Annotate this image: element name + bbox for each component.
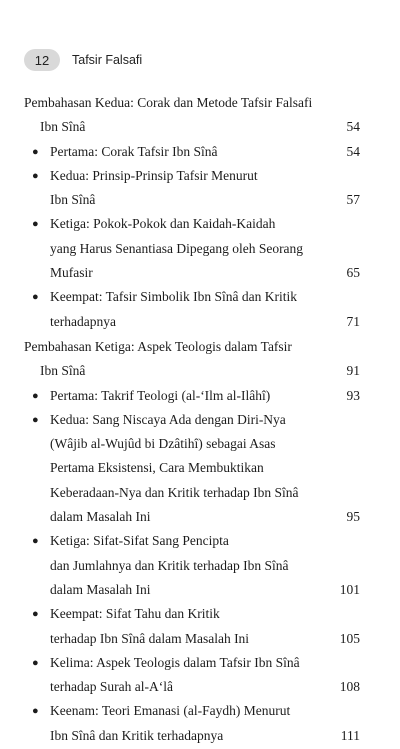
bullet-icon: ● — [32, 218, 39, 231]
bullet-icon: ● — [32, 656, 39, 669]
toc-section: Pembahasan Kedua: Corak dan Metode Tafsir Falsafi Ibn Sînâ 54 ● Pertama: Corak Tafsir Ibn Sînâ 54 ● Kedua: Prinsip-Prinsip Tafsir Menurut Ibn Sînâ 57 ● Ketiga: Pokok-Pokok dan Kaidah-Kaidah yang Harus Senantiasa Dipegang oleh Seorang Mufasir 65 ● Keempat: Tafsir Simbolik Ibn Sînâ dan Kritik terhadapnya 71 — [24, 91, 360, 334]
section-title[interactable]: Pembahasan Ketiga: Aspek Teologis dalam Tafsir — [24, 338, 292, 354]
page-ref: 108 — [339, 679, 360, 695]
page-ref: 91 — [346, 363, 360, 379]
running-title: Tafsir Falsafi — [72, 53, 143, 67]
bullet-icon: ● — [32, 705, 39, 718]
toc-entry[interactable]: ● Pertama: Corak Tafsir Ibn Sînâ 54 — [24, 140, 360, 164]
bullet-icon: ● — [32, 413, 39, 426]
toc-entry[interactable]: ● Kedua: Prinsip-Prinsip Tafsir Menurut Ibn Sînâ 57 — [24, 164, 360, 213]
running-header — [24, 48, 142, 72]
toc-entry[interactable]: ● Ketiga: Pokok-Pokok dan Kaidah-Kaidah yang Harus Senantiasa Dipegang oleh Seorang Mufasir 65 — [24, 212, 360, 285]
toc-section: Pembahasan Ketiga: Aspek Teologis dalam Tafsir Ibn Sînâ 91 ● Pertama: Takrif Teologi (al-‘Ilm al-Ilâhî) 93 ● Kedua: Sang Niscaya Ada dengan Diri-Nya (Wâjib al-Wujûd bi Dzâtihî) sebagai Asas Pertama Eksistensi, Cara Membuktikan Keberadaan-Nya dan Kritik terhadap Ibn Sînâ dalam Masalah Ini 95 ● Ketiga: Sifat-Sifat Sang Pencipta dan Jumlahnya dan Kritik terhadap Ibn Sînâ dalam Masalah Ini 101 ● Keempat: Sifat Tahu dan Kritik terhadap Ibn Sînâ dalam Masalah Ini 105 ● Kelima: Aspek Teologis dalam Tafsir Ibn Sînâ terhadap Surah al-A‘lâ 108 ● Keenam: Teori Emanasi (al-Faydh) Menurut Ibn Sînâ dan Kritik terhadapnya 111 — [24, 335, 360, 748]
page-ref: 54 — [346, 119, 360, 135]
section-title[interactable]: Pembahasan Kedua: Corak dan Metode Tafsir Falsafi — [24, 95, 313, 110]
page-ref: 93 — [346, 387, 360, 403]
bullet-icon: ● — [32, 291, 39, 304]
bullet-icon: ● — [32, 535, 39, 548]
toc-entry[interactable]: ● Keempat: Sifat Tahu dan Kritik terhadap Ibn Sînâ dalam Masalah Ini 105 — [24, 602, 360, 651]
page-ref: 57 — [346, 192, 360, 208]
page-ref: 71 — [346, 313, 360, 329]
toc-entry[interactable]: ● Kelima: Aspek Teologis dalam Tafsir Ibn Sînâ terhadap Surah al-A‘lâ 108 — [24, 651, 360, 700]
toc-entry[interactable]: ● Keenam: Teori Emanasi (al-Faydh) Menurut Ibn Sînâ dan Kritik terhadapnya 111 — [24, 699, 360, 748]
page-ref: 95 — [346, 509, 360, 525]
bullet-icon: ● — [32, 145, 39, 158]
page-ref: 101 — [339, 581, 360, 597]
page-ref: 111 — [340, 727, 360, 743]
toc-entry[interactable]: ● Kedua: Sang Niscaya Ada dengan Diri-Nya (Wâjib al-Wujûd bi Dzâtihî) sebagai Asas Pertama Eksistensi, Cara Membuktikan Keberadaan-Nya dan Kritik terhadap Ibn Sînâ dalam Masalah Ini 95 — [24, 408, 360, 529]
bullet-icon: ● — [32, 169, 39, 182]
page-number-badge: 12 — [24, 49, 60, 71]
table-of-contents — [24, 91, 360, 749]
bullet-icon: ● — [32, 389, 39, 402]
toc-entry[interactable]: ● Ketiga: Sifat-Sifat Sang Pencipta dan Jumlahnya dan Kritik terhadap Ibn Sînâ dalam Masalah Ini 101 — [24, 529, 360, 602]
toc-entry[interactable]: ● Pertama: Takrif Teologi (al-‘Ilm al-Ilâhî) 93 — [24, 384, 360, 408]
page-ref: 54 — [346, 143, 360, 159]
page-ref: 105 — [339, 630, 360, 646]
bullet-icon: ● — [32, 608, 39, 621]
page-ref: 65 — [346, 265, 360, 281]
toc-entry[interactable]: ● Keempat: Tafsir Simbolik Ibn Sînâ dan Kritik terhadapnya 71 — [24, 285, 360, 334]
